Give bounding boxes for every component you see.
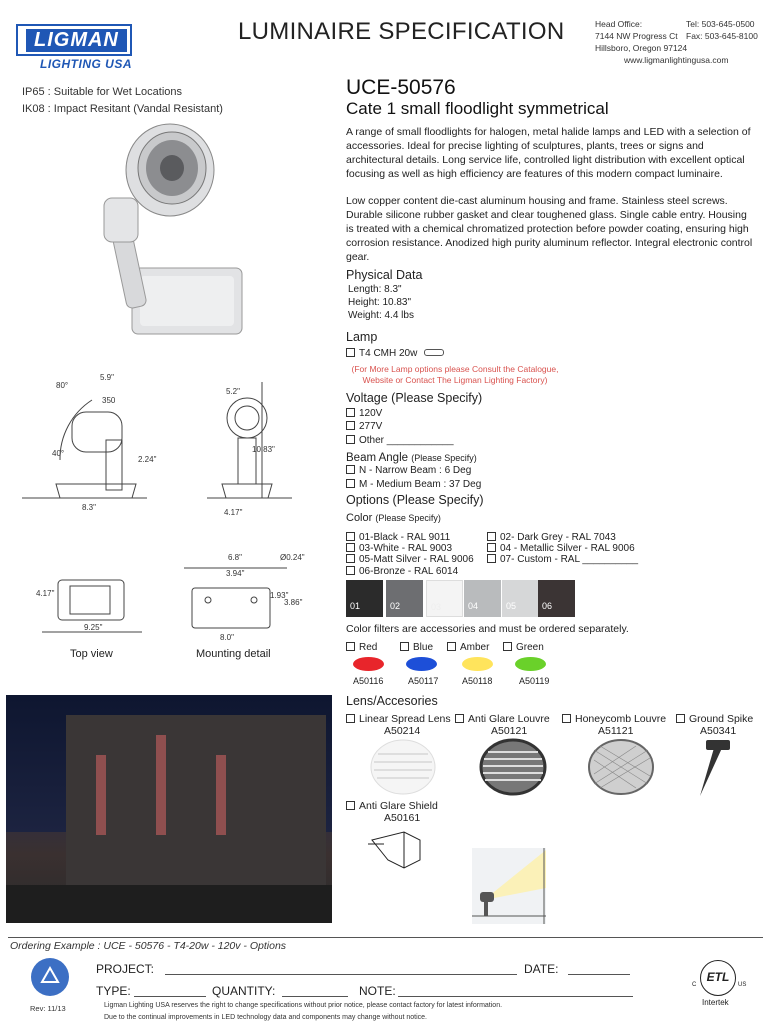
dim-diameter: Ø0.24" xyxy=(280,553,305,562)
type-field[interactable] xyxy=(134,996,206,997)
lamp-note-line2: Website or Contact The Ligman Lighting Factory) xyxy=(362,375,548,385)
head-office-label: Head Office: xyxy=(595,19,643,29)
lens-option-anti-glare-shield[interactable] xyxy=(346,800,438,812)
checkbox[interactable] xyxy=(346,554,355,563)
option-label: Green xyxy=(516,642,544,653)
checkbox[interactable] xyxy=(346,532,355,541)
product-description: A range of small floodlights for halogen, metal halide lamps and LED with a selection of accessories. Ideal for precise lighting of sculptures, plants, trees or signs and architectural details. Long service life, controlled light distribution with excellent optical focusing as well as high efficiency are features of this modern compact luminaire. xyxy=(346,126,751,180)
checkbox[interactable] xyxy=(487,543,496,552)
company-logo xyxy=(16,24,132,56)
product-image xyxy=(88,118,248,340)
dim-3-94: 3.94" xyxy=(226,569,245,578)
filter-amber-swatch xyxy=(462,657,493,671)
recycle-logo-icon xyxy=(28,956,72,998)
lamp-checkbox[interactable] xyxy=(346,348,355,357)
options-heading: Options (Please Specify) xyxy=(346,493,484,507)
ordering-example: Ordering Example : UCE - 50576 - T4-20w - 120v - Options xyxy=(10,940,287,952)
etl-mark-icon: ETL xyxy=(700,960,736,996)
disclaimer-line2: Due to the continual improvements in LED technology data and components may change without notice. xyxy=(104,1014,427,1021)
checkbox[interactable] xyxy=(346,642,355,651)
checkbox[interactable] xyxy=(346,479,355,488)
fax-number: Fax: 503-645-8100 xyxy=(686,31,758,41)
option-label: N - Narrow Beam : 6 Deg xyxy=(359,465,472,476)
checkbox[interactable] xyxy=(447,642,456,651)
mounting-detail-label: Mounting detail xyxy=(196,648,271,660)
color-swatch-02: 02 xyxy=(386,580,423,617)
technical-drawing xyxy=(12,370,322,670)
checkbox[interactable] xyxy=(676,714,685,723)
filter-code-red: A50116 xyxy=(353,676,384,686)
note-field[interactable] xyxy=(398,996,633,997)
installation-photo xyxy=(6,695,332,923)
feature-ip65: IP65 : Suitable for Wet Locations xyxy=(22,86,182,98)
dim-8-0: 8.0" xyxy=(220,633,234,642)
option-label: 04 - Metallic Silver - RAL 9006 xyxy=(500,543,635,554)
color-option-06[interactable] xyxy=(346,566,458,578)
linear-spread-lens-image xyxy=(368,738,438,796)
logo-subtitle: LIGHTING USA xyxy=(40,57,132,71)
lens-heading: Lens/Accesories xyxy=(346,694,438,708)
color-swatch-05: 05 xyxy=(502,580,539,617)
lens-code-anti-glare-louvre: A50121 xyxy=(491,725,528,737)
color-swatch-06: 06 xyxy=(538,580,575,617)
cert-c-mark: C xyxy=(692,982,697,988)
project-label: PROJECT: xyxy=(96,962,155,976)
color-option-05[interactable] xyxy=(346,554,474,566)
certification-label: Intertek xyxy=(702,998,729,1007)
lens-option-linear-spread[interactable] xyxy=(346,713,451,725)
dim-350: 350 xyxy=(102,396,116,405)
option-label: 01-Black - RAL 9011 xyxy=(359,532,451,543)
filter-green-swatch xyxy=(515,657,546,671)
anti-glare-shield-image xyxy=(364,826,434,874)
filter-blue-swatch xyxy=(406,657,437,671)
checkbox[interactable] xyxy=(346,566,355,575)
filter-option-blue[interactable] xyxy=(400,642,433,654)
checkbox[interactable] xyxy=(346,465,355,474)
dim-5-2: 5.2" xyxy=(226,387,240,396)
option-label: 02- Dark Grey - RAL 7043 xyxy=(500,532,616,543)
checkbox[interactable] xyxy=(487,554,496,563)
lamp-icon xyxy=(424,349,444,356)
lens-option-ground-spike[interactable] xyxy=(676,713,753,725)
dim-8-3: 8.3" xyxy=(82,503,96,512)
logo-wordmark: LIGMAN xyxy=(26,29,127,52)
ground-spike-image xyxy=(688,738,738,800)
option-label: Ground Spike xyxy=(689,713,754,725)
dim-4-17-side: 4.17" xyxy=(224,508,243,517)
option-label: 120V xyxy=(359,408,383,419)
voltage-option-120v[interactable] xyxy=(346,408,382,420)
dim-10-83: 10.83" xyxy=(252,445,275,454)
color-option-07[interactable] xyxy=(487,554,638,566)
feature-ik08: IK08 : Impact Resitant (Vandal Resistant) xyxy=(22,103,223,115)
lens-code-ground-spike: A50341 xyxy=(700,725,737,737)
voltage-option-other[interactable] xyxy=(346,435,454,447)
filter-option-amber[interactable] xyxy=(447,642,489,654)
product-subtitle: Cate 1 small floodlight symmetrical xyxy=(346,99,609,118)
dim-5-9: 5.9" xyxy=(100,373,114,382)
honeycomb-louvre-image xyxy=(586,738,656,796)
lens-option-honeycomb-louvre[interactable] xyxy=(562,713,666,725)
physical-weight: Weight: 4.4 lbs xyxy=(348,310,414,321)
lens-option-anti-glare-louvre[interactable] xyxy=(455,713,550,725)
option-label: Red xyxy=(359,642,378,653)
website-link[interactable]: www.ligmanlightingusa.com xyxy=(624,55,729,65)
option-label: Linear Spread Lens xyxy=(359,713,451,725)
quantity-label: QUANTITY: xyxy=(212,984,276,998)
beam-heading-label: Beam Angle xyxy=(346,452,409,464)
color-swatch-04: 04 xyxy=(464,580,501,617)
lens-code-linear-spread: A50214 xyxy=(384,725,421,737)
filter-option-green[interactable] xyxy=(503,642,544,654)
color-note: (Please Specify) xyxy=(375,513,441,523)
option-label: Blue xyxy=(413,642,434,653)
filter-option-red[interactable] xyxy=(346,642,377,654)
voltage-option-277v[interactable] xyxy=(346,421,382,433)
type-label: TYPE: xyxy=(96,984,131,998)
option-label: Anti Glare Louvre xyxy=(468,713,550,725)
color-heading xyxy=(346,512,441,524)
dim-9-25: 9.25" xyxy=(84,623,103,632)
filter-code-green: A50119 xyxy=(519,676,550,686)
beam-option-narrow[interactable] xyxy=(346,465,471,477)
filter-red-swatch xyxy=(353,657,384,671)
dim-3-86: 3.86" xyxy=(284,598,303,607)
color-swatch-01: 01 xyxy=(346,580,383,617)
option-label: Amber xyxy=(460,642,490,653)
document-title: LUMINAIRE SPECIFICATION xyxy=(238,18,565,45)
dim-2-24: 2.24" xyxy=(138,455,157,464)
color-label: Color xyxy=(346,512,373,524)
address-line2: Hillsboro, Oregon 97124 xyxy=(595,43,688,53)
phone-number: Tel: 503-645-0500 xyxy=(686,19,755,29)
dim-4-17-top: 4.17" xyxy=(36,589,55,598)
lamp-heading: Lamp xyxy=(346,330,378,344)
quantity-field[interactable] xyxy=(282,996,348,997)
beam-heading-note: (Please Specify) xyxy=(411,453,477,463)
option-label: 07- Custom - RAL __________ xyxy=(500,554,639,565)
color-swatch-03: 03 xyxy=(426,580,463,617)
physical-length: Length: 8.3" xyxy=(348,284,402,295)
checkbox[interactable] xyxy=(346,543,355,552)
option-label: Anti Glare Shield xyxy=(359,800,438,812)
option-label: Other ____________ xyxy=(359,435,454,446)
beam-heading xyxy=(346,452,477,464)
color-filter-note: Color filters are accessories and must be ordered separately. xyxy=(346,623,629,635)
product-construction: Low copper content die-cast aluminum housing and frame. Stainless steel screws. Durable silicone rubber gasket and clear toughened glass. Single cable entry. Housing is treated with a chemical chromatized protection before powder coating, ensuring high corrosion resistance. Anodized high purity aluminum reflector. Integral electronic control gear. xyxy=(346,195,753,263)
checkbox[interactable] xyxy=(346,801,355,810)
cert-us-mark: US xyxy=(738,982,747,988)
checkbox[interactable] xyxy=(346,714,355,723)
lamp-option-label: T4 CMH 20w xyxy=(359,348,418,359)
dim-1-93: 1.93" xyxy=(270,591,289,600)
checkbox[interactable] xyxy=(346,435,355,444)
lamp-option[interactable] xyxy=(346,348,444,360)
top-view-label: Top view xyxy=(70,648,113,660)
filter-code-blue: A50117 xyxy=(408,676,439,686)
physical-data-heading: Physical Data xyxy=(346,268,423,282)
anti-glare-louvre-image xyxy=(478,738,548,796)
lamp-note-line1: (For More Lamp options please Consult the Catalogue, xyxy=(351,364,559,374)
filter-code-amber: A50118 xyxy=(462,676,493,686)
checkbox[interactable] xyxy=(400,642,409,651)
lens-code-honeycomb-louvre: A51121 xyxy=(598,725,634,737)
project-field[interactable] xyxy=(165,974,517,975)
note-label: NOTE: xyxy=(359,984,396,998)
beam-option-medium[interactable] xyxy=(346,479,481,491)
option-label: 06-Bronze - RAL 6014 xyxy=(359,566,459,577)
checkbox[interactable] xyxy=(487,532,496,541)
checkbox[interactable] xyxy=(346,408,355,417)
date-field[interactable] xyxy=(568,974,630,975)
option-label: M - Medium Beam : 37 Deg xyxy=(359,479,482,490)
dim-6-8: 6.8" xyxy=(228,553,242,562)
disclaimer-line1: Ligman Lighting USA reserves the right to change specifications without prior notice, please contact factory for latest information. xyxy=(104,1002,503,1009)
checkbox[interactable] xyxy=(455,714,464,723)
checkbox[interactable] xyxy=(503,642,512,651)
option-label: 05-Matt Silver - RAL 9006 xyxy=(359,554,474,565)
revision: Rev: 11/13 xyxy=(30,1004,66,1013)
voltage-heading: Voltage (Please Specify) xyxy=(346,391,483,405)
footer-divider xyxy=(8,937,763,938)
dim-80-deg: 80° xyxy=(56,381,69,390)
physical-height: Height: 10.83" xyxy=(348,297,412,308)
option-label: Honeycomb Louvre xyxy=(575,713,667,725)
dim-40-deg: 40° xyxy=(52,449,65,458)
product-model: UCE-50576 xyxy=(346,76,456,99)
application-diagram xyxy=(472,848,546,924)
checkbox[interactable] xyxy=(562,714,571,723)
date-label: DATE: xyxy=(524,962,559,976)
lens-code-anti-glare-shield: A50161 xyxy=(384,812,421,824)
option-label: 03-White - RAL 9003 xyxy=(359,543,453,554)
address-line1: 7144 NW Progress Ct xyxy=(595,31,678,41)
checkbox[interactable] xyxy=(346,421,355,430)
option-label: 277V xyxy=(359,421,383,432)
